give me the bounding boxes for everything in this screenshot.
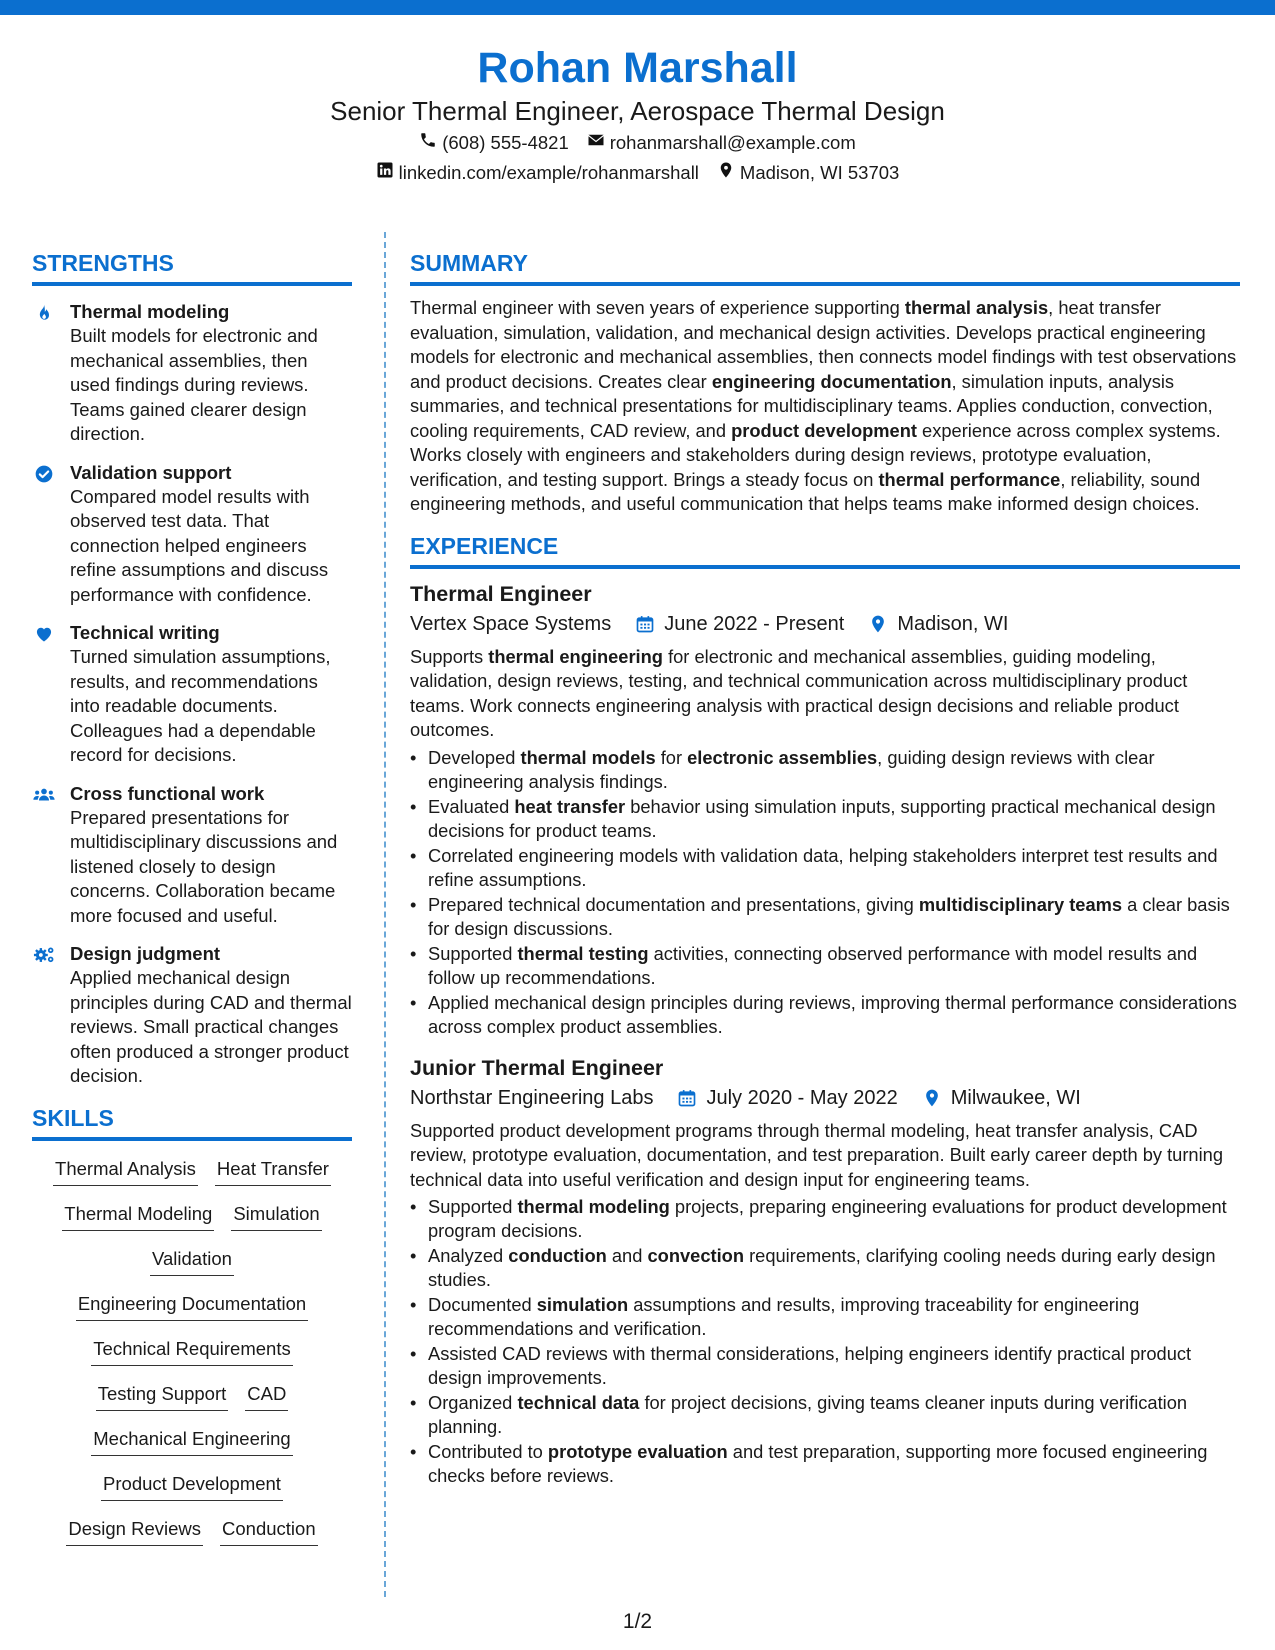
skill-row	[32, 1241, 352, 1286]
job-bullets	[410, 1195, 1240, 1488]
skill-row	[32, 1421, 352, 1466]
keyword-highlight: product development	[731, 419, 917, 441]
email-text[interactable]: rohanmarshall@example.com	[609, 132, 856, 153]
job-dates: June 2022 - Present	[664, 612, 845, 635]
bullet-item: • Analyzed conduction and convection requirements, clarifying cooling needs during early design studies.	[410, 1244, 1240, 1292]
skill-tag: Design Reviews	[66, 1517, 203, 1546]
keyword-highlight: convection	[647, 1245, 744, 1266]
keyword-highlight: engineering documentation	[711, 370, 952, 392]
bullet-item: • Assisted CAD reviews with thermal considerations, helping engineers identify practical product design improvements.	[410, 1342, 1240, 1390]
users-icon	[32, 782, 56, 929]
summary-text: Thermal engineer with seven years of experience supporting thermal analysis, heat transfer evaluation, simulation, validation, and mechanical design activities. Develops practical engineering models for electronic and mechanical assemblies, then connects model findings with test observations and product decisions. Creates clear engineering documentation, simulation inputs, analysis summaries, and technical presentations for multidisciplinary teams. Applies conduction, convection, cooling requirements, CAD review, and product development experience across complex systems. Works closely with engineers and stakeholders during design reviews, prototype evaluation, verification, and testing support. Brings a steady focus on thermal performance, reliability, sound engineering methods, and useful communication that helps teams make informed design choices.	[410, 297, 1237, 514]
job-title: Junior Thermal Engineer	[410, 1055, 664, 1080]
candidate-title: Senior Thermal Engineer, Aerospace Thermal Design	[330, 96, 945, 126]
skill-tag: Mechanical Engineering	[91, 1427, 292, 1456]
keyword-highlight: thermal analysis	[904, 297, 1049, 318]
skill-tag: Thermal Analysis	[53, 1157, 198, 1186]
strength-body	[70, 782, 352, 929]
top-accent-bar	[0, 0, 1275, 15]
job-description: Supports thermal engineering for electronic and mechanical assemblies, guiding modeling, validation, design reviews, testing, and technical communication across multidisciplinary product teams. Work connects engineering analysis with practical design decisions and reliable product outcomes.	[410, 645, 1188, 740]
candidate-name: Rohan Marshall	[477, 44, 798, 92]
job-dates: July 2020 - May 2022	[706, 1086, 898, 1109]
bullet-item: • Supported thermal modeling projects, preparing engineering evaluations for product development program decisions.	[410, 1195, 1240, 1243]
company-name: Northstar Engineering Labs	[410, 1086, 654, 1109]
skill-row	[32, 1466, 352, 1511]
strength-item	[32, 461, 352, 608]
strengths-list	[32, 296, 352, 1089]
keyword-highlight: thermal testing	[517, 942, 649, 964]
skill-row	[32, 1196, 352, 1241]
strength-body	[70, 942, 352, 1089]
skill-tag: Thermal Modeling	[62, 1202, 214, 1231]
skill-tag: Technical Requirements	[91, 1337, 292, 1366]
keyword-highlight: electronic assemblies	[687, 746, 878, 768]
skills-heading: SKILLS	[32, 1103, 352, 1141]
skill-row	[32, 1286, 352, 1331]
email-contact[interactable]	[587, 128, 856, 158]
map-pin-icon	[868, 614, 888, 634]
location-text: Madison, WI 53703	[739, 162, 900, 183]
keyword-highlight: heat transfer	[514, 795, 626, 817]
strength-item	[32, 782, 352, 929]
skill-row	[32, 1376, 352, 1421]
keyword-highlight: thermal engineering	[488, 645, 663, 667]
company-name: Vertex Space Systems	[410, 612, 612, 635]
strength-title: Technical writing	[70, 622, 220, 643]
strength-desc: Applied mechanical design principles during CAD and thermal reviews. Small practical changes often produced a stronger product decision.	[70, 967, 352, 1086]
strength-desc: Turned simulation assumptions, results, and recommendations into readable documents. Colleagues had a dependable record for decisions.	[70, 646, 331, 765]
heart-icon	[32, 621, 56, 768]
phone-contact	[419, 128, 569, 158]
job-entry	[410, 1053, 1240, 1489]
strength-desc: Built models for electronic and mechanical assemblies, then used findings during reviews. Teams gained clearer design direction.	[70, 325, 318, 444]
job-entry	[410, 579, 1240, 1039]
strength-desc: Prepared presentations for multidisciplinary discussions and listened closely to design concerns. Collaboration became more focused and useful.	[70, 806, 338, 926]
map-pin-icon	[717, 158, 735, 188]
keyword-highlight: thermal modeling	[517, 1196, 670, 1217]
contact-row-1	[0, 128, 1275, 158]
skill-tag: Heat Transfer	[215, 1157, 331, 1186]
phone-icon	[419, 128, 437, 158]
location-contact	[717, 158, 899, 188]
strength-body	[70, 621, 352, 768]
flame-icon	[32, 300, 56, 447]
keyword-highlight: thermal performance	[878, 468, 1061, 490]
keyword-highlight: simulation	[536, 1294, 629, 1315]
job-meta	[410, 1083, 1240, 1113]
strength-item	[32, 942, 352, 1089]
job-bullets	[410, 746, 1240, 1039]
keyword-highlight: technical data	[517, 1392, 640, 1413]
skill-tag: CAD	[245, 1382, 288, 1411]
skill-row	[32, 1331, 352, 1376]
strength-title: Cross functional work	[70, 782, 265, 804]
skills-list	[32, 1151, 352, 1556]
strength-title: Thermal modeling	[70, 301, 230, 322]
skill-row	[32, 1511, 352, 1556]
skill-row	[32, 1151, 352, 1196]
envelope-icon	[587, 128, 605, 158]
bullet-item: • Supported thermal testing activities, connecting observed performance with model results and follow up recommendations.	[410, 942, 1240, 990]
phone-text: (608) 555-4821	[442, 132, 569, 153]
skill-tag: Engineering Documentation	[76, 1292, 308, 1321]
linkedin-icon	[376, 158, 394, 188]
calendar-icon	[635, 614, 655, 634]
skill-tag: Product Development	[101, 1472, 283, 1501]
strength-title: Validation support	[70, 461, 232, 483]
bullet-item: • Prepared technical documentation and presentations, giving multidisciplinary teams a clear basis for design discussions.	[410, 893, 1240, 941]
bullet-item: • Applied mechanical design principles during reviews, improving thermal performance considerations across complex product assemblies.	[410, 991, 1240, 1039]
strength-body	[70, 300, 352, 447]
check-circle-icon	[32, 461, 56, 608]
job-description: Supported product development programs through thermal modeling, heat transfer analysis, CAD review, prototype evaluation, documentation, and test preparation. Built early career depth by turning technical data into useful verification and design input for engineering teams.	[410, 1119, 1223, 1190]
strength-item	[32, 300, 352, 447]
keyword-highlight: prototype evaluation	[547, 1441, 728, 1462]
calendar-icon	[677, 1088, 697, 1108]
skill-tag: Simulation	[231, 1202, 321, 1231]
gears-icon	[32, 942, 56, 1089]
bullet-item: • Developed thermal models for electronic assemblies, guiding design reviews with clear engineering analysis findings.	[410, 746, 1240, 794]
job-location: Milwaukee, WI	[950, 1086, 1081, 1109]
bullet-item: • Contributed to prototype evaluation and test preparation, supporting more focused engineering checks before reviews.	[410, 1440, 1240, 1488]
strength-item	[32, 621, 352, 768]
bullet-item: • Correlated engineering models with validation data, helping stakeholders interpret test results and refine assumptions.	[410, 844, 1240, 892]
linkedin-contact[interactable]	[376, 158, 699, 188]
keyword-highlight: conduction	[508, 1245, 607, 1266]
strength-desc: Compared model results with observed test data. That connection helped engineers refine assumptions and discuss performance with confidence.	[70, 485, 329, 605]
job-title: Thermal Engineer	[410, 581, 592, 606]
page-number: 1/2	[622, 1610, 653, 1633]
skill-tag: Validation	[150, 1247, 234, 1276]
bullet-item: • Documented simulation assumptions and results, improving traceability for engineering recommendations and verification.	[410, 1293, 1240, 1341]
contact-row-2	[0, 158, 1275, 188]
strength-body	[70, 461, 352, 608]
right-column	[410, 248, 1240, 1502]
keyword-highlight: multidisciplinary teams	[918, 893, 1123, 915]
strength-title: Design judgment	[70, 943, 221, 964]
strengths-heading: STRENGTHS	[32, 248, 352, 286]
experience-list	[410, 579, 1240, 1489]
bullet-item: • Evaluated heat transfer behavior using simulation inputs, supporting practical mechanical design decisions for product teams.	[410, 795, 1240, 843]
left-column	[32, 248, 352, 1556]
bullet-item: • Organized technical data for project decisions, giving teams cleaner inputs during verification planning.	[410, 1391, 1240, 1439]
column-divider	[384, 232, 386, 1597]
resume-header	[0, 42, 1275, 188]
keyword-highlight: thermal models	[520, 746, 656, 768]
summary-heading: SUMMARY	[410, 248, 1240, 286]
job-location: Madison, WI	[897, 612, 1009, 635]
linkedin-text[interactable]: linkedin.com/example/rohanmarshall	[398, 162, 699, 183]
skill-tag: Testing Support	[96, 1382, 229, 1411]
skill-tag: Conduction	[220, 1517, 318, 1546]
map-pin-icon	[922, 1088, 942, 1108]
experience-heading: EXPERIENCE	[410, 531, 1240, 569]
job-meta	[410, 609, 1240, 639]
